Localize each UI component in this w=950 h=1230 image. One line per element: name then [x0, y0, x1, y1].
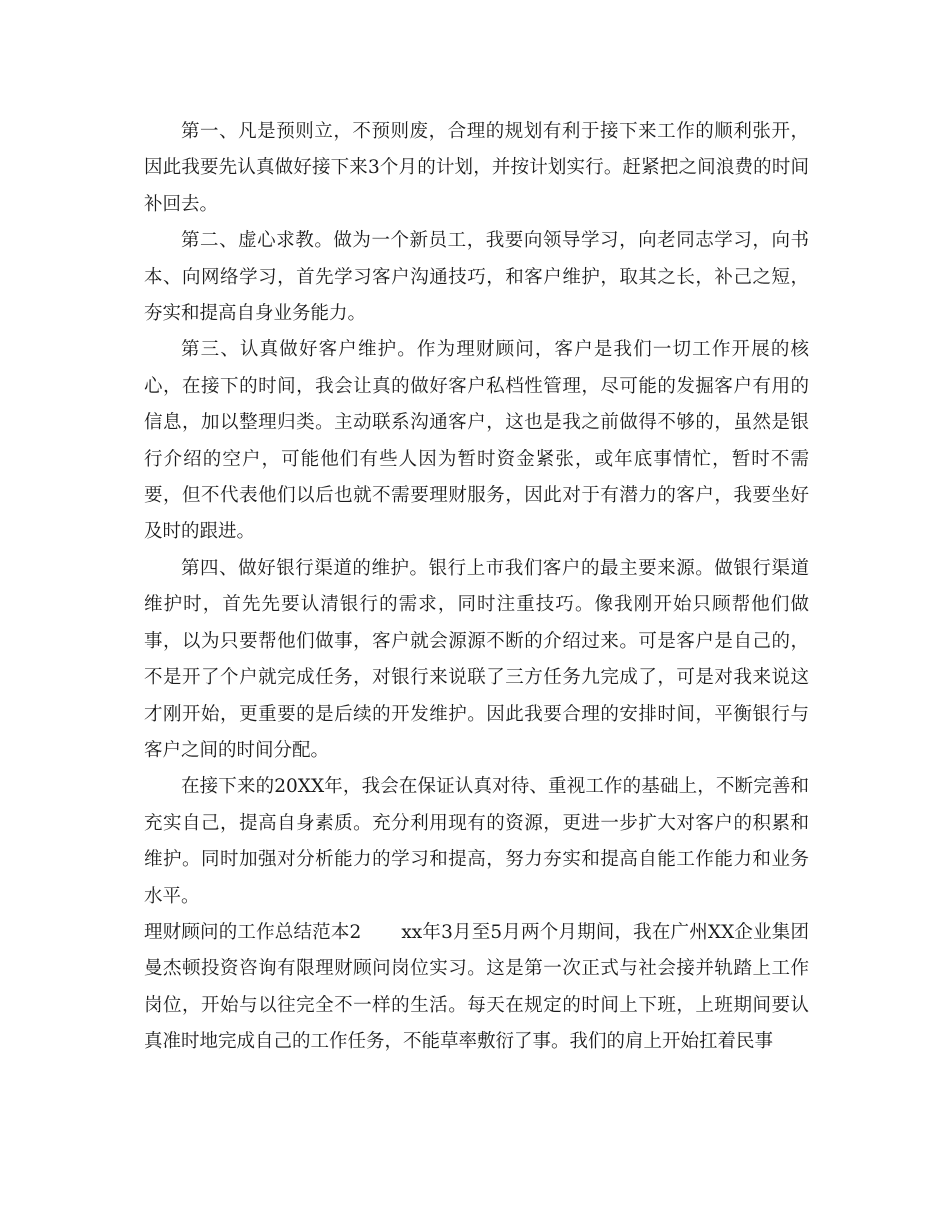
paragraph-learning: 第二、虚心求教。做为一个新员工，我要向领导学习，向老同志学习，向书本、向网络学习，首先学习客户沟通技巧，和客户维护，取其之长，补己之短，夯实和提高自身业务能力。: [144, 230, 809, 325]
section-start: [144, 915, 809, 1061]
paragraph-next-year: 在接下来的20XX年，我会在保证认真对待、重视工作的基础上，不断完善和充实自己，提高自身素质。充分利用现有的资源，更进一步扩大对客户的积累和维护。同时加强对分析能力的学习和提高，努力夯实和提高自能工作能力和业务水平。: [144, 776, 809, 907]
paragraph-plan: 第一、凡是预则立，不预则废，合理的规划有利于接下来工作的顺利张开，因此我要先认真做好接下来3个月的计划，并按计划实行。赶紧把之间浪费的时间补回去。: [144, 121, 809, 215]
document-body: [144, 114, 809, 1061]
section-body: xx年3月至5月两个月期间，我在广州XX企业集团曼杰顿投资咨询有限理财顾问岗位实习。这是第一次正式与社会接并轨踏上工作岗位，开始与以往完全不一样的生活。每天在规定的时间上下班，上班期间要认真准时地完成自己的工作任务，不能草率敷衍了事。我们的肩上开始扛着民事: [144, 921, 809, 1053]
section-title: 理财顾问的工作总结范本2: [144, 921, 362, 943]
paragraph-client-maintenance: 第三、认真做好客户维护。作为理财顾问，客户是我们一切工作开展的核心，在接下的时间，我会让真的做好客户私档性管理，尽可能的发掘客户有用的信息，加以整理归类。主动联系沟通客户，这也是我之前做得不够的，虽然是银行介绍的空户，可能他们有些人因为暂时资金紧张，或年底事情忙，暂时不需要，但不代表他们以后也就不需要理财服务，因此对于有潜力的客户，我要坐好及时的跟进。: [144, 339, 809, 543]
paragraph-bank-channel: 第四、做好银行渠道的维护。银行上市我们客户的最主要来源。做银行渠道维护时，首先先要认清银行的需求，同时注重技巧。像我刚开始只顾帮他们做事，以为只要帮他们做事，客户就会源源不断的介绍过来。可是客户是自己的，不是开了个户就完成任务，对银行来说联了三方任务九完成了，可是对我来说这才刚开始，更重要的是后续的开发维护。因此我要合理的安排时间，平衡银行与客户之间的时间分配。: [144, 557, 809, 761]
